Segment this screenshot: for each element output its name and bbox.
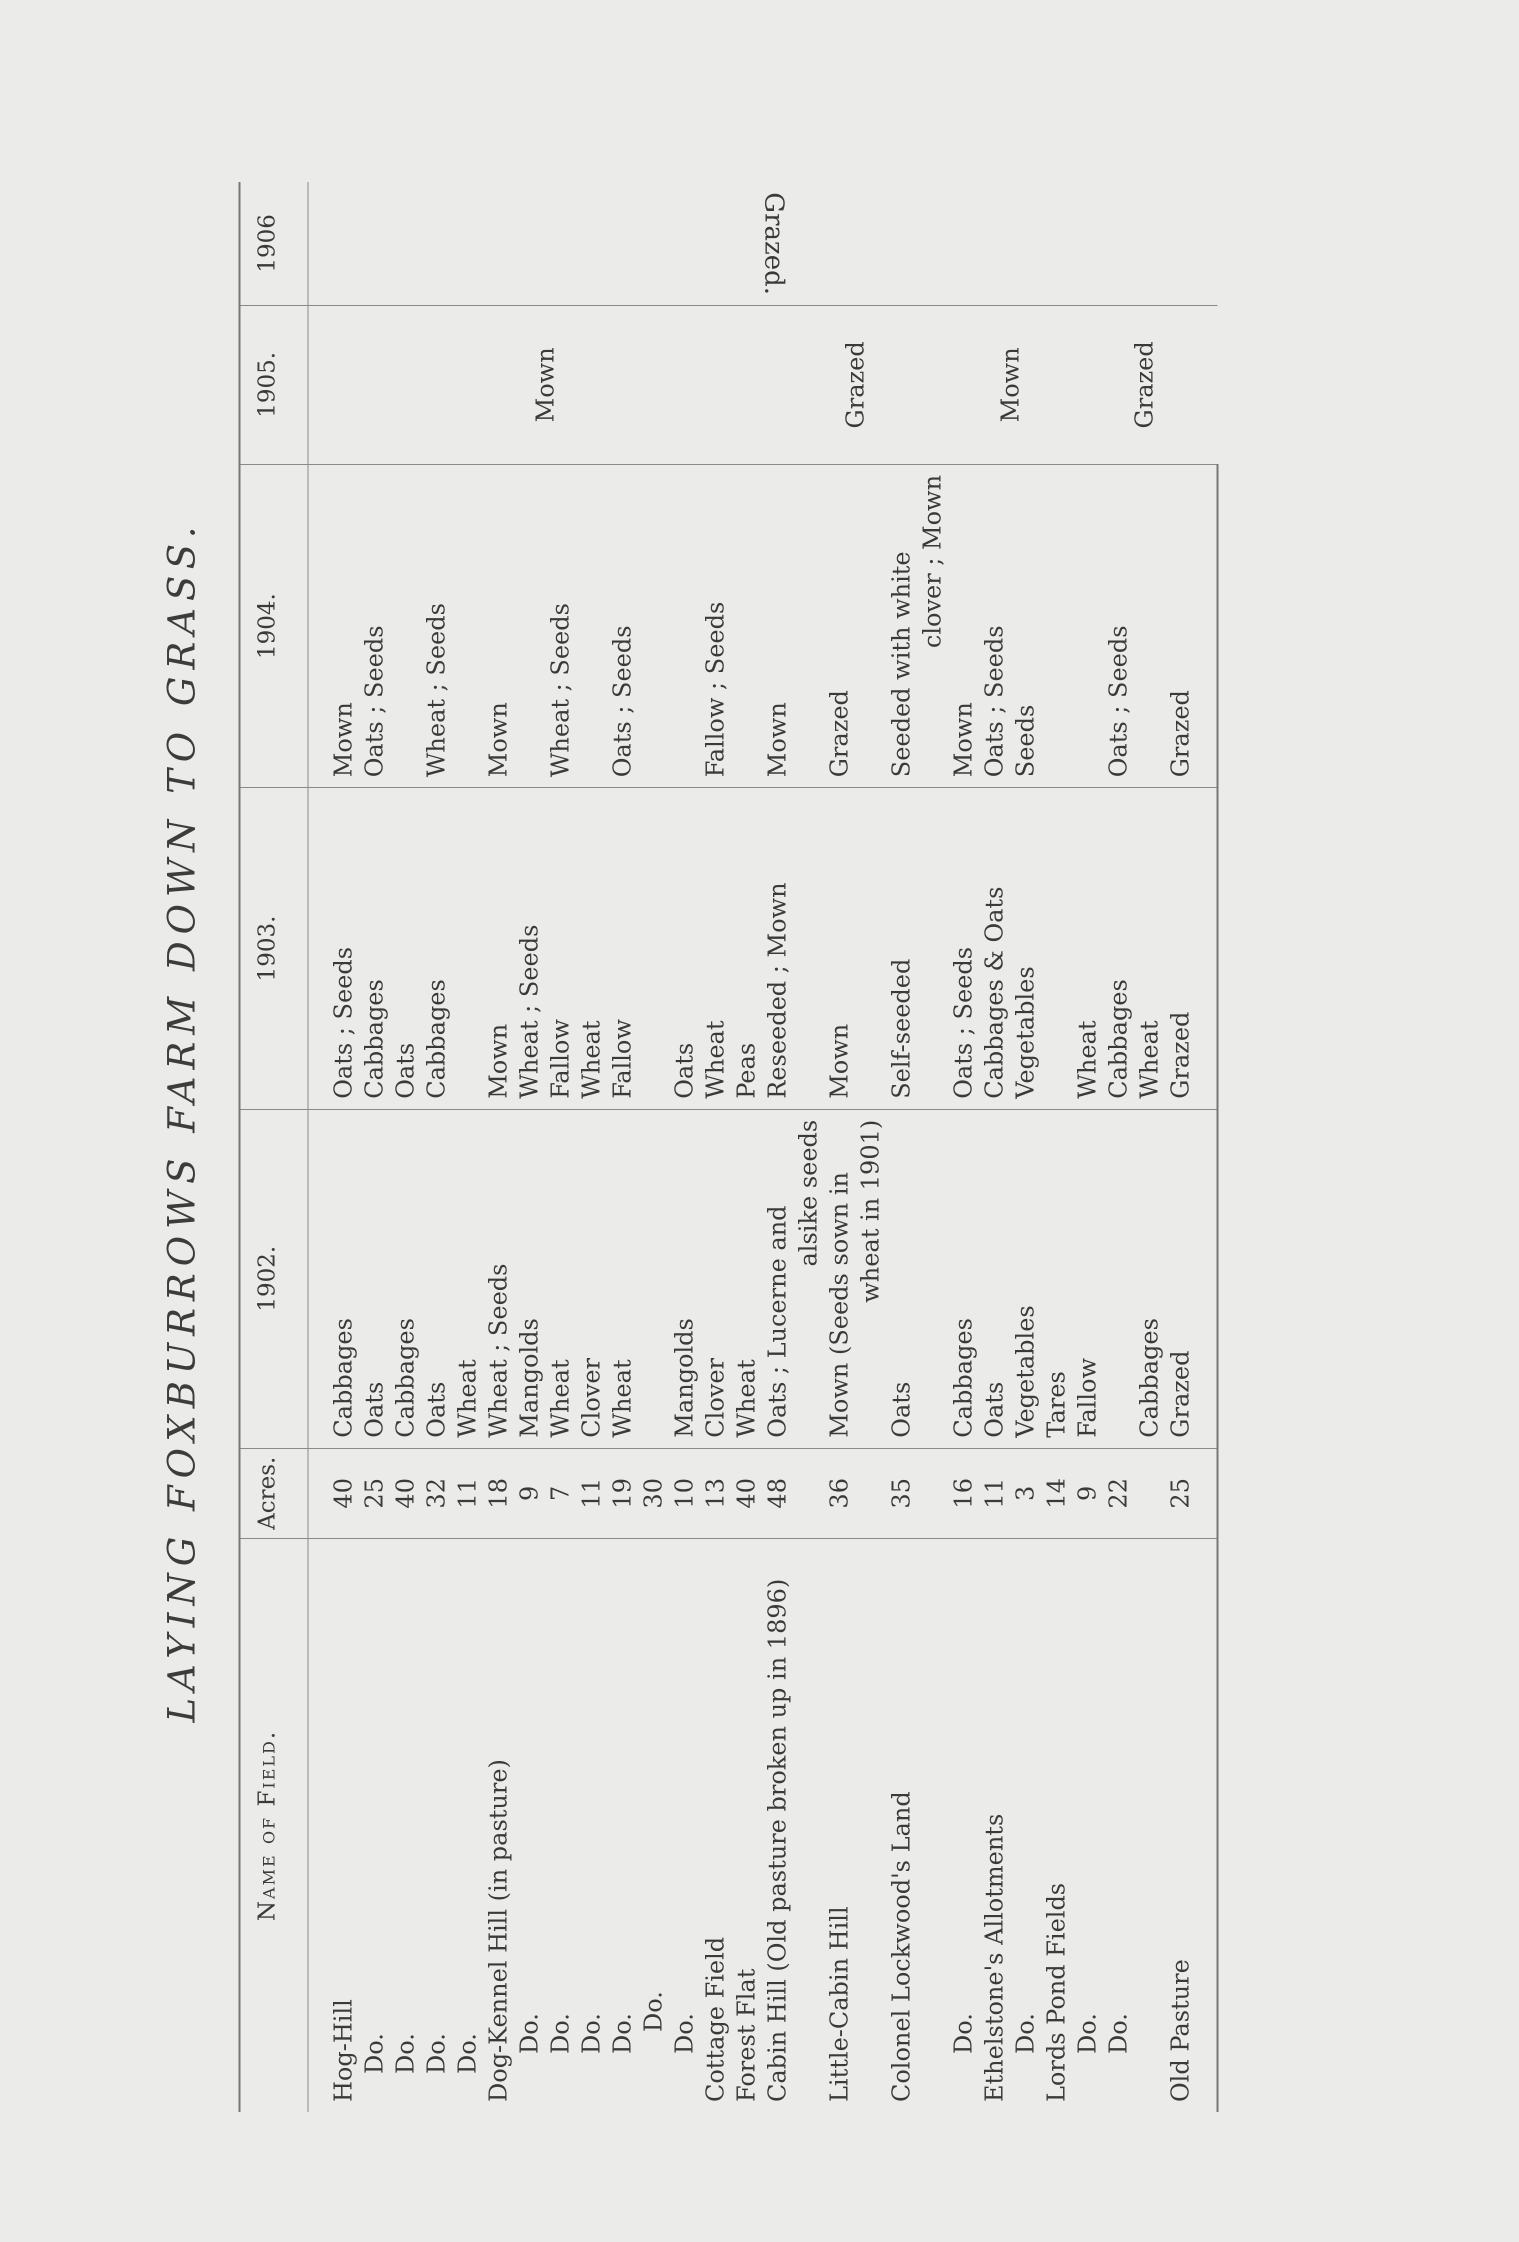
crop-1902: [917, 1109, 948, 1448]
acres: 32: [421, 1448, 452, 1538]
crop-1902: Cabbages: [390, 1109, 421, 1448]
table-row: [700, 182, 731, 2112]
crop-1902: Grazed: [1165, 1109, 1217, 1448]
header-1904: 1904.: [239, 464, 308, 787]
field-name: Do.: [949, 2013, 977, 2054]
field-name: Cabin Hill (Old pasture broken up in 1896): [763, 1578, 791, 2102]
acres: 9: [1072, 1448, 1103, 1538]
field-name: [1134, 1538, 1165, 2112]
acres: 40: [308, 1448, 360, 1538]
crop-1905-group: Grazed: [762, 305, 948, 464]
crop-1903: Grazed: [1165, 788, 1217, 1110]
field-name: Cottage Field: [701, 1936, 729, 2102]
crop-1903: Oats ; Seeds: [948, 788, 979, 1110]
table-row: [390, 182, 421, 2112]
crop-1902: Wheat: [545, 1109, 576, 1448]
acres: [793, 1448, 824, 1538]
rotation-table: [238, 182, 1218, 2112]
field-name: [855, 1538, 886, 2112]
field-name: Do.: [515, 2013, 543, 2054]
crop-1905-group: Mown: [308, 305, 763, 464]
crop-1902: Mown (Seeds sown in: [824, 1109, 855, 1448]
table-row: [1134, 182, 1165, 2112]
crop-1904: [1072, 464, 1103, 787]
acres: 13: [700, 1448, 731, 1538]
crop-1904: Mown: [483, 464, 514, 787]
crop-1903: Mown: [824, 788, 855, 1110]
table-row: [1072, 182, 1103, 2112]
crop-1903: [855, 788, 886, 1110]
crop-1902: Oats: [979, 1109, 1010, 1448]
table-row: [638, 182, 669, 2112]
crop-1903: Cabbages: [421, 788, 452, 1110]
field-name: Do.: [1104, 2013, 1132, 2054]
header-1902: 1902.: [239, 1109, 308, 1448]
table-row: [421, 182, 452, 2112]
table-row: [483, 182, 514, 2112]
table-row: [855, 182, 886, 2112]
crop-1904: clover ; Mown: [917, 464, 948, 787]
acres: 25: [359, 1448, 390, 1538]
acres: 25: [1165, 1448, 1217, 1538]
crop-1904: Oats ; Seeds: [1103, 464, 1134, 787]
field-name: Old Pasture: [1165, 1538, 1217, 2112]
table-row: [1041, 182, 1072, 2112]
acres: 9: [514, 1448, 545, 1538]
acres: 30: [638, 1448, 669, 1538]
crop-1903: Vegetables: [1010, 788, 1041, 1110]
header-name: Name of Field.: [239, 1538, 308, 2112]
crop-1904: Wheat ; Seeds: [421, 464, 452, 787]
crop-1902: Wheat ; Seeds: [483, 1109, 514, 1448]
field-name: Do.: [670, 2013, 698, 2054]
crop-1906-group: [308, 182, 1218, 305]
table-row: [948, 182, 979, 2112]
crop-1902: Tares: [1041, 1109, 1072, 1448]
crop-1902: Clover: [700, 1109, 731, 1448]
acres: [917, 1448, 948, 1538]
crop-1904: [669, 464, 700, 787]
field-name: [793, 1538, 824, 2112]
crop-1902: Cabbages: [308, 1109, 360, 1448]
field-name: [917, 1538, 948, 2112]
crop-1904: Oats ; Seeds: [979, 464, 1010, 787]
crop-1902: alsike seeds: [793, 1109, 824, 1448]
crop-1903: Oats: [669, 788, 700, 1110]
crop-1903: Peas: [731, 788, 762, 1110]
acres: 7: [545, 1448, 576, 1538]
crop-1903: [452, 788, 483, 1110]
acres: 14: [1041, 1448, 1072, 1538]
grazed-1906-label: Grazed.: [758, 192, 788, 295]
crop-1904: Fallow ; Seeds: [700, 464, 731, 787]
crop-1904: Oats ; Seeds: [607, 464, 638, 787]
table-row: [762, 182, 793, 2112]
crop-1903: Reseeded ; Mown: [762, 788, 793, 1110]
header-1906: 1906: [239, 182, 308, 305]
table-row: [452, 182, 483, 2112]
acres: 16: [948, 1448, 979, 1538]
page-title: LAYING FOXBURROWS FARM DOWN TO GRASS.: [160, 519, 203, 1723]
table-row: [669, 182, 700, 2112]
crop-1902: Oats ; Lucerne and: [762, 1109, 793, 1448]
acres: [855, 1448, 886, 1538]
header-1903: 1903.: [239, 788, 308, 1110]
crop-1904: [793, 464, 824, 787]
crop-1904: [514, 464, 545, 787]
field-name: Dog-Kennel Hill (in pasture): [484, 1759, 512, 2102]
header-acres: Acres.: [239, 1448, 308, 1538]
crop-1902: Mangolds: [514, 1109, 545, 1448]
crop-1903: Mown: [483, 788, 514, 1110]
field-name: Hog-Hill: [329, 1999, 357, 2102]
crop-1904: Wheat ; Seeds: [545, 464, 576, 787]
crop-1904: Mown: [308, 464, 360, 787]
acres: 3: [1010, 1448, 1041, 1538]
table-row: [514, 182, 545, 2112]
acres: 11: [979, 1448, 1010, 1538]
crop-1902: Oats: [886, 1109, 917, 1448]
crop-1902: [638, 1109, 669, 1448]
crop-1904: Mown: [762, 464, 793, 787]
acres: 36: [824, 1448, 855, 1538]
crop-1903: Oats ; Seeds: [308, 788, 360, 1110]
crop-1903: Wheat ; Seeds: [514, 788, 545, 1110]
crop-1903: Fallow: [545, 788, 576, 1110]
acres: 48: [762, 1448, 793, 1538]
crop-1904: Seeded with white: [886, 464, 917, 787]
acres: 11: [452, 1448, 483, 1538]
acres: 35: [886, 1448, 917, 1538]
table-row: [731, 182, 762, 2112]
field-name: Do.: [360, 2033, 388, 2074]
crop-1903: Wheat: [1072, 788, 1103, 1110]
crop-1903: [917, 788, 948, 1110]
field-name: Little-Cabin Hill: [825, 1906, 853, 2102]
crop-1905-group: Grazed: [1072, 305, 1217, 464]
table-row: [545, 182, 576, 2112]
field-name: Do.: [608, 2013, 636, 2054]
acres: [1134, 1448, 1165, 1538]
crop-1904: [390, 464, 421, 787]
crop-1902: Cabbages: [948, 1109, 979, 1448]
crop-1904: Grazed: [1165, 464, 1217, 787]
field-name: Do.: [1011, 2013, 1039, 2054]
crop-1904: Seeds: [1010, 464, 1041, 787]
crop-1903: Wheat: [576, 788, 607, 1110]
field-name: Forest Flat: [732, 1968, 760, 2102]
crop-1904: [638, 464, 669, 787]
table-row: [607, 182, 638, 2112]
header-1905: 1905.: [239, 305, 308, 464]
crop-1902: [1103, 1109, 1134, 1448]
crop-1903: [793, 788, 824, 1110]
table-row: [979, 182, 1010, 2112]
table-row: [917, 182, 948, 2112]
crop-1902: Oats: [421, 1109, 452, 1448]
acres: 18: [483, 1448, 514, 1538]
crop-1902: Wheat: [607, 1109, 638, 1448]
acres: 19: [607, 1448, 638, 1538]
field-name: Do.: [639, 1991, 667, 2032]
crop-1902: Wheat: [731, 1109, 762, 1448]
crop-1903: Wheat: [1134, 788, 1165, 1110]
field-name: Do.: [453, 2033, 481, 2074]
crop-1904: Oats ; Seeds: [359, 464, 390, 787]
crop-1902: Fallow: [1072, 1109, 1103, 1448]
crop-1903: Cabbages: [359, 788, 390, 1110]
crop-1904: [855, 464, 886, 787]
crop-1903: Oats: [390, 788, 421, 1110]
table-row: [1103, 182, 1134, 2112]
table-row: [1165, 182, 1217, 2112]
crop-1903: [638, 788, 669, 1110]
crop-1902: Cabbages: [1134, 1109, 1165, 1448]
crop-1902: Clover: [576, 1109, 607, 1448]
acres: 11: [576, 1448, 607, 1538]
crop-1904: Mown: [948, 464, 979, 787]
table-row: [793, 182, 824, 2112]
field-name: Do.: [422, 2033, 450, 2074]
crop-1903: Wheat: [700, 788, 731, 1110]
crop-1903: Cabbages: [1103, 788, 1134, 1110]
crop-1903: Self-seeded: [886, 788, 917, 1110]
acres: 22: [1103, 1448, 1134, 1538]
field-name: Ethelstone's Allotments: [980, 1813, 1008, 2102]
acres: 40: [390, 1448, 421, 1538]
field-name: Colonel Lockwood's Land: [887, 1791, 915, 2102]
table-row: [359, 182, 390, 2112]
field-name: Do.: [391, 2033, 419, 2074]
field-name: Lords Pond Fields: [1042, 1882, 1070, 2102]
crop-1904: [731, 464, 762, 787]
crop-1905-group: Mown: [948, 305, 1072, 464]
crop-1903: [1041, 788, 1072, 1110]
crop-1904: [1134, 464, 1165, 787]
field-name: Do.: [546, 2013, 574, 2054]
crop-1904: Grazed: [824, 464, 855, 787]
crop-1903: Cabbages & Oats: [979, 788, 1010, 1110]
crop-1904: [1041, 464, 1072, 787]
crop-1904: [576, 464, 607, 787]
crop-1902: Mangolds: [669, 1109, 700, 1448]
table-row: [824, 182, 855, 2112]
crop-1902: Vegetables: [1010, 1109, 1041, 1448]
crop-1904: [452, 464, 483, 787]
acres: 40: [731, 1448, 762, 1538]
field-name: Do.: [1073, 2013, 1101, 2054]
table-row: [886, 182, 917, 2112]
table-row: [308, 182, 360, 2112]
field-name: Do.: [577, 2013, 605, 2054]
crop-1903: Fallow: [607, 788, 638, 1110]
crop-1902: wheat in 1901): [855, 1109, 886, 1448]
crop-1902: Oats: [359, 1109, 390, 1448]
header-row: [239, 182, 308, 2112]
crop-1902: Wheat: [452, 1109, 483, 1448]
acres: 10: [669, 1448, 700, 1538]
table-row: [1010, 182, 1041, 2112]
table-row: [576, 182, 607, 2112]
